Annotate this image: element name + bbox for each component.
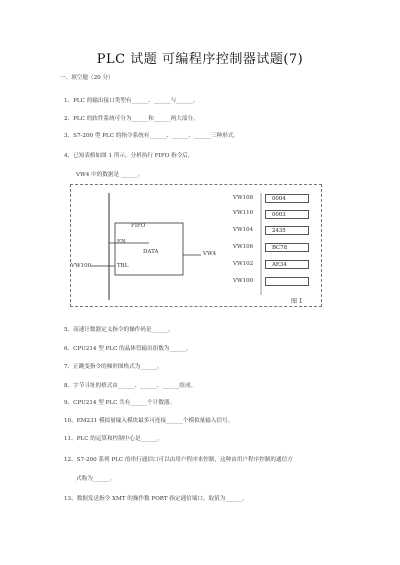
question-8: 8、字节寻址的格式由______、______、______组成。 bbox=[64, 383, 197, 389]
register-value: AE34 bbox=[265, 260, 309, 269]
question-9: 9、CPU214 型 PLC 共有______个计数器。 bbox=[64, 400, 176, 406]
register-value: BC78 bbox=[265, 243, 309, 252]
register-label: VW108 bbox=[233, 195, 254, 201]
figure-caption: 图 1 bbox=[291, 298, 303, 305]
question-13: 13、数据发送指令 XMT 的操作数 PORT 指定通信端口，取值为______。 bbox=[64, 496, 248, 502]
question-2: 2、PLC 的软件系统可分为______和______两大部分。 bbox=[64, 116, 199, 122]
data-label: DATA bbox=[143, 249, 159, 255]
question-10: 10、EM231 模拟量输入模块最多可连接______个模拟量输入信号。 bbox=[64, 418, 234, 424]
register-label: VW102 bbox=[233, 261, 254, 267]
en-label: EN bbox=[117, 239, 126, 245]
register-label: VW106 bbox=[233, 244, 254, 250]
question-1: 1、PLC 的输出接口类型有______、______与______。 bbox=[64, 98, 199, 104]
register-value: 2435 bbox=[265, 226, 309, 235]
fifo-label: FIFO bbox=[131, 223, 146, 229]
register-value: 0004 bbox=[265, 194, 309, 203]
tbl-label: TBL bbox=[117, 263, 129, 269]
figure-1 bbox=[70, 184, 322, 307]
register-label: VW104 bbox=[233, 227, 254, 233]
question-11: 11、PLC 的运算和控制中心是______。 bbox=[64, 436, 163, 442]
question-12: 12、S7-200 系列 PLC 的串行通信口可以由用户程序来控制，这种由用户程序控制的通信方 bbox=[64, 457, 293, 463]
section-heading: 一、填空题（20 分） bbox=[60, 75, 114, 81]
vw100-input-label: VW100 bbox=[71, 263, 92, 269]
question-7: 7、正跳变指令的梯形图格式为______。 bbox=[64, 364, 163, 370]
register-label: VW100 bbox=[233, 278, 254, 284]
question-5: 5、高速计数器定义指令的操作码是______。 bbox=[64, 327, 174, 333]
register-value: 0003 bbox=[265, 210, 309, 219]
register-label: VW110 bbox=[233, 210, 254, 216]
question-12-line2: 式称为______。 bbox=[76, 476, 116, 482]
question-4: 4、已知表格如图 1 所示，分析执行 FIFO 指令后， bbox=[64, 153, 194, 159]
register-value bbox=[265, 277, 309, 286]
question-6: 6、CPU214 型 PLC 的晶体管输出组数为______。 bbox=[64, 346, 192, 352]
vw4-label: VW4 bbox=[203, 251, 217, 257]
page-title: PLC 试题 可编程序控制器试题(7) bbox=[96, 52, 304, 67]
question-3: 3、S7-200 型 PLC 的指令系统有______、______、______三种形式。 bbox=[64, 133, 239, 139]
question-4-line2: VW4 中的数据是 ______。 bbox=[76, 172, 144, 178]
